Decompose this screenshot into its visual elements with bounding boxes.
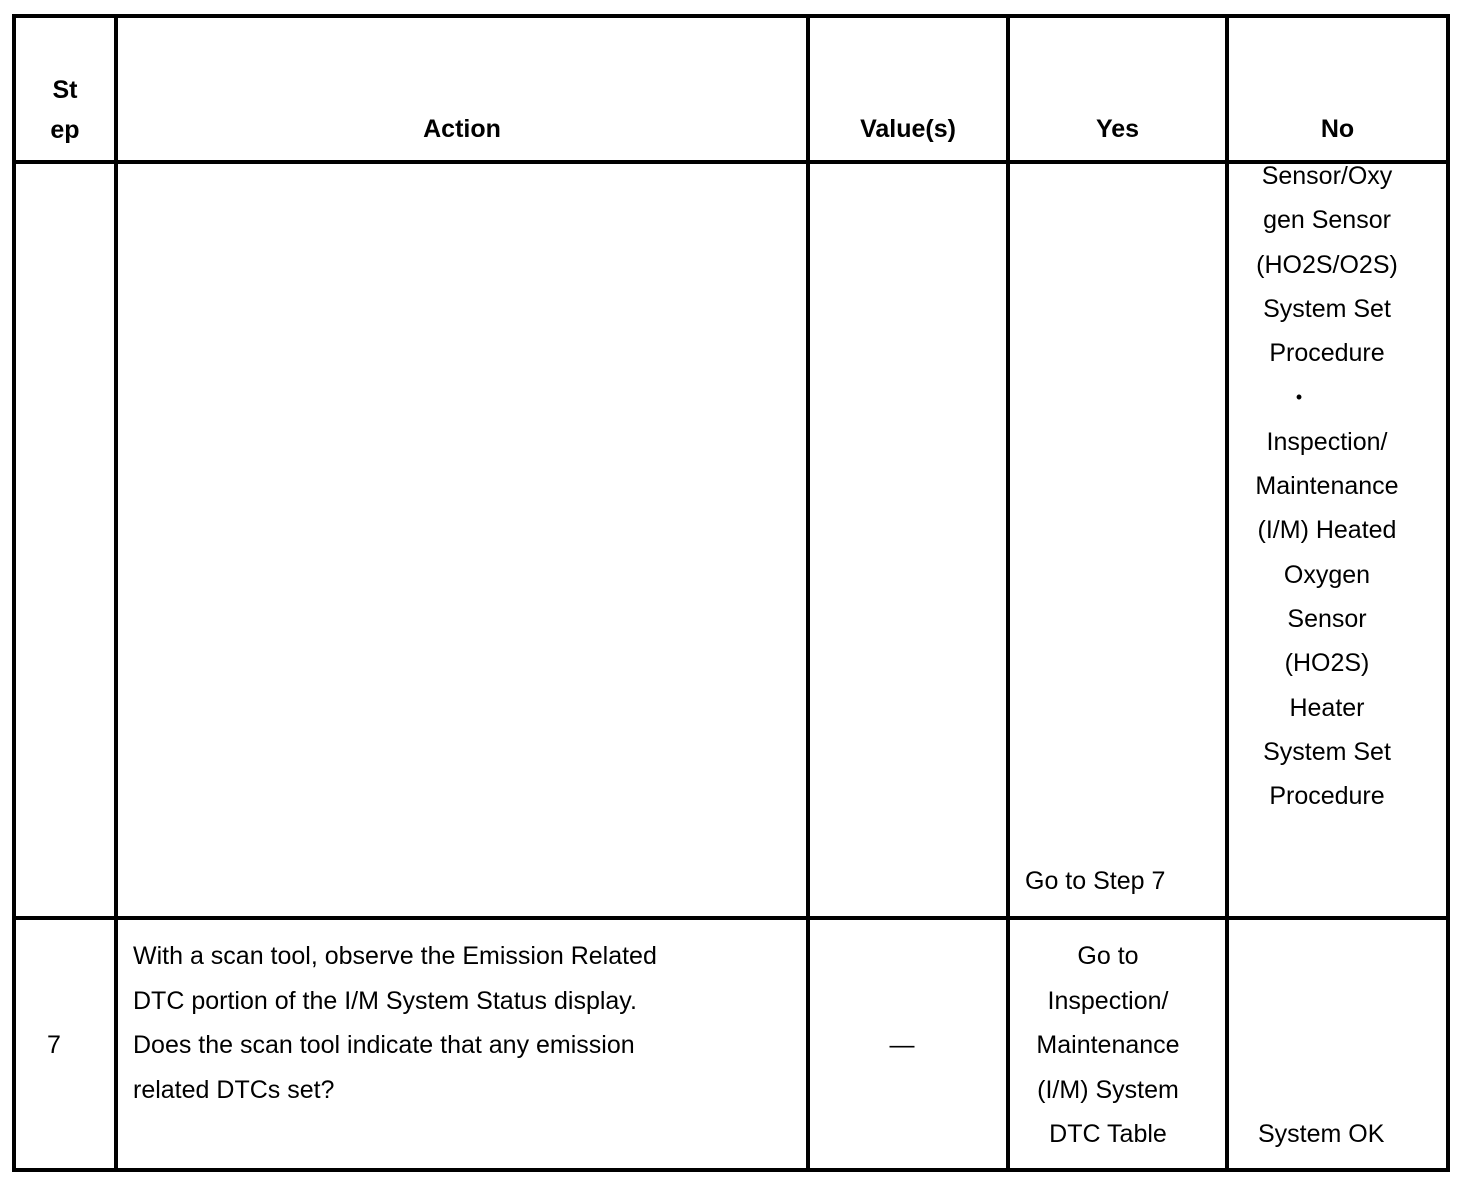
row1-no-line: (I/M) Heated <box>1257 516 1397 545</box>
row2-yes-cell <box>1010 934 1206 1157</box>
row1-no-line: Sensor <box>1287 604 1367 633</box>
column-divider-step-action <box>114 14 118 1172</box>
row1-no-bullet: • <box>1295 387 1303 408</box>
row2-yes-line: (I/M) System <box>1037 1075 1179 1104</box>
row2-action-line: With a scan tool, observe the Emission Related <box>133 942 657 970</box>
row2-yes-line: Go to <box>1077 942 1139 970</box>
row1-no-line: Maintenance <box>1255 472 1399 501</box>
row1-no-line: Sensor/Oxy <box>1261 162 1393 190</box>
row-divider <box>12 916 1450 920</box>
row1-no-line: Heater <box>1289 693 1365 722</box>
row2-values-cell: — <box>889 1031 915 1059</box>
row1-no-line: Inspection/ <box>1266 427 1388 456</box>
row2-step-cell: 7 <box>47 1031 61 1059</box>
row2-action-line: Does the scan tool indicate that any emission <box>133 1031 635 1059</box>
table-border-left <box>12 14 16 1172</box>
row1-no-line: Oxygen <box>1283 560 1371 589</box>
table-border-top <box>12 14 1450 18</box>
row1-no-line: (HO2S) <box>1284 649 1370 678</box>
table-border-right <box>1446 14 1450 1172</box>
row1-no-cell <box>1229 154 1425 818</box>
row1-yes-cell: Go to Step 7 <box>1025 867 1166 895</box>
row2-yes-line: Inspection/ <box>1047 986 1169 1015</box>
row2-action-cell <box>133 934 657 1112</box>
header-no: No <box>1320 115 1355 143</box>
row1-no-line: (HO2S/O2S) <box>1256 250 1398 279</box>
row1-no-line: Procedure <box>1269 339 1385 368</box>
row2-no-cell: System OK <box>1258 1120 1385 1148</box>
row1-no-line: System Set <box>1263 294 1391 323</box>
row1-no-line: gen Sensor <box>1263 206 1391 235</box>
header-step <box>16 70 114 150</box>
header-values: Value(s) <box>860 115 956 143</box>
row1-no-line: Procedure <box>1269 782 1385 811</box>
header-yes: Yes <box>1095 115 1140 143</box>
header-action: Action <box>423 115 501 143</box>
row2-action-line: related DTCs set? <box>133 1075 335 1104</box>
row2-yes-line: DTC Table <box>1049 1120 1167 1148</box>
row1-no-line: System Set <box>1263 737 1391 766</box>
table-border-bottom <box>12 1168 1450 1172</box>
row2-yes-line: Maintenance <box>1036 1031 1180 1059</box>
header-step-line1: St <box>52 76 78 104</box>
row2-action-line: DTC portion of the I/M System Status display. <box>133 986 637 1015</box>
column-divider-action-values <box>806 14 810 1172</box>
header-step-line2: ep <box>50 116 80 144</box>
